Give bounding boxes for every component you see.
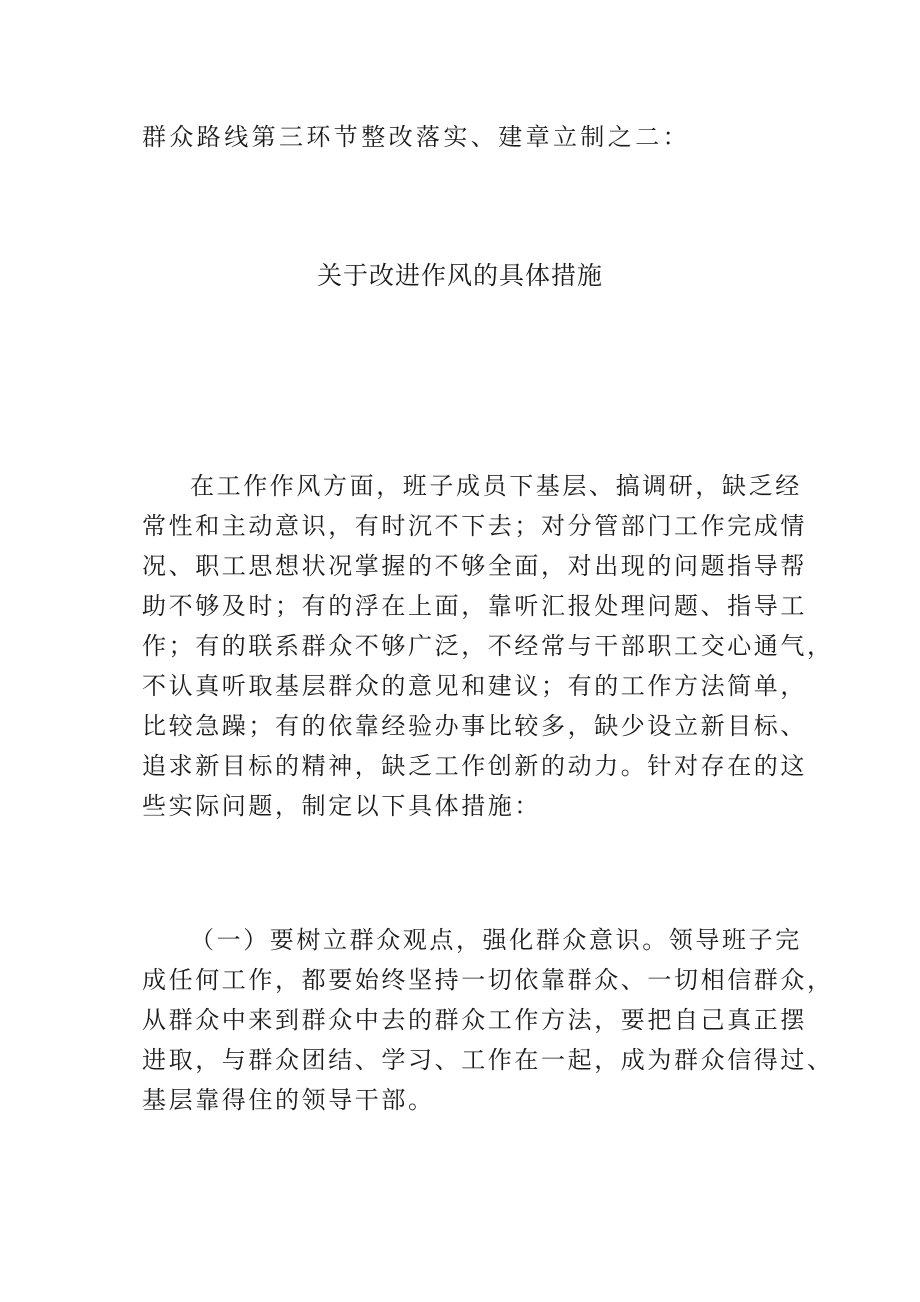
paragraph-line: 从群众中来到群众中去的群众工作方法，要把自己真正摆 (142, 1006, 807, 1034)
paragraph-2 (142, 920, 834, 1120)
document-header: 群众路线第三环节整改落实、建章立制之二： (142, 123, 690, 151)
paragraph-line: 作；有的联系群众不够广泛，不经常与干部职工交心通气， (142, 632, 834, 660)
paragraph-line: 比较急躁；有的依靠经验办事比较多，缺少设立新目标、 (142, 712, 807, 740)
paragraph-line: 追求新目标的精神，缺乏工作创新的动力。针对存在的这 (142, 752, 807, 780)
paragraph-line: 在工作作风方面，班子成员下基层、搞调研，缺乏经 (190, 472, 802, 500)
paragraph-line: 进取，与群众团结、学习、工作在一起，成为群众信得过、 (142, 1046, 834, 1074)
paragraph-line: 些实际问题，制定以下具体措施： (142, 792, 541, 820)
document-title: 关于改进作风的具体措施 (316, 261, 603, 290)
paragraph-line: 不认真听取基层群众的意见和建议；有的工作方法简单， (142, 672, 807, 700)
paragraph-line: 常性和主动意识，有时沉不下去；对分管部门工作完成情 (142, 512, 807, 540)
paragraph-line: （一）要树立群众观点，强化群众意识。领导班子完 (190, 926, 802, 954)
paragraph-line: 况、职工思想状况掌握的不够全面，对出现的问题指导帮 (142, 552, 807, 580)
paragraph-1 (142, 466, 834, 826)
paragraph-line: 成任何工作，都要始终坚持一切依靠群众、一切相信群众， (142, 966, 834, 994)
paragraph-line: 基层靠得住的领导干部。 (142, 1086, 435, 1114)
paragraph-line: 助不够及时；有的浮在上面，靠听汇报处理问题、指导工 (142, 592, 807, 620)
